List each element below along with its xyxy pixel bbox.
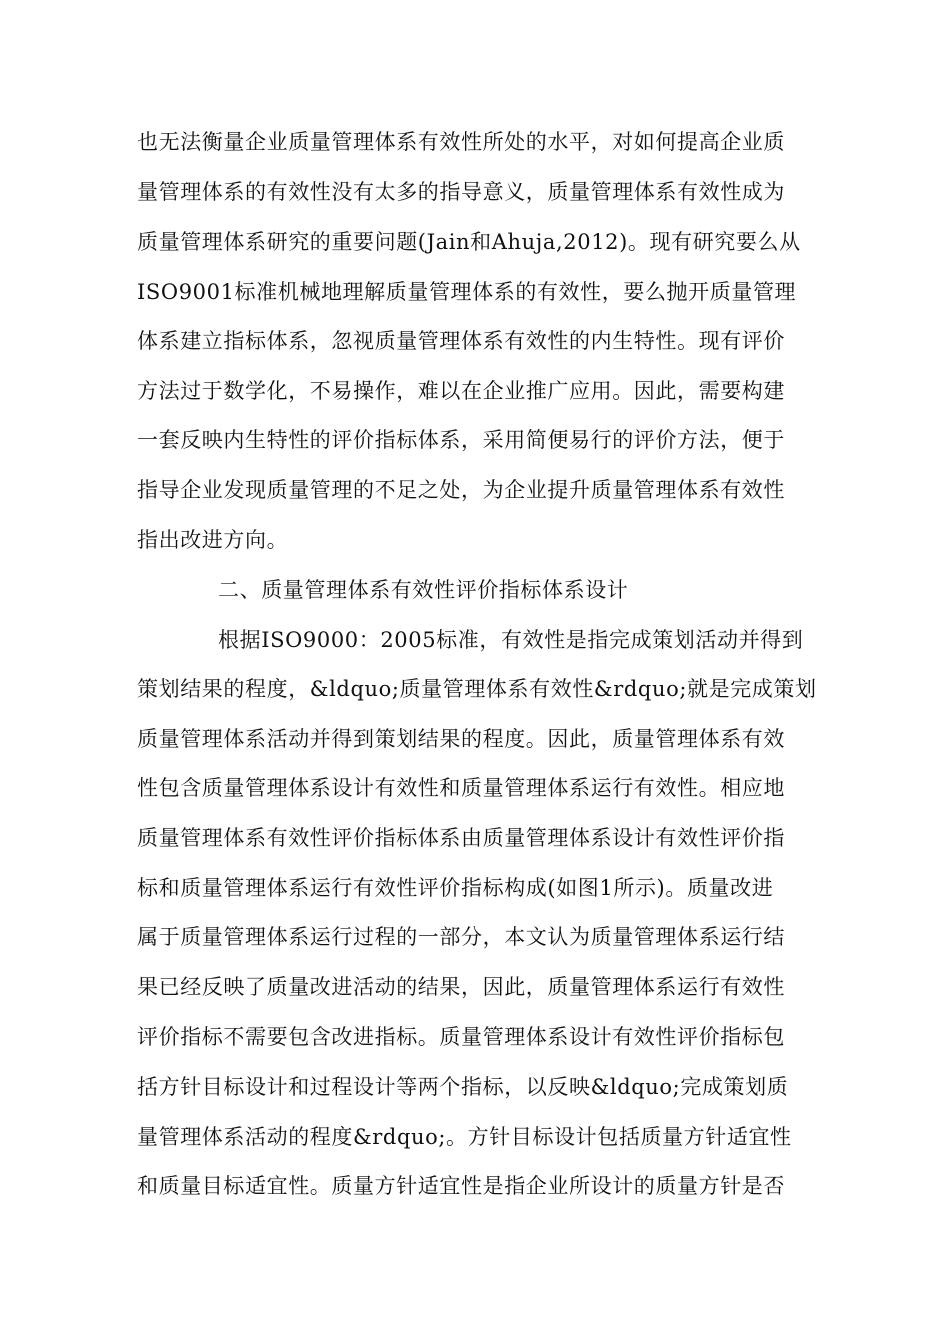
paragraph-line: 一套反映内生特性的评价指标体系，采用简便易行的评价方法，便于 — [137, 428, 785, 452]
paragraph-line: 属于质量管理体系运行过程的一部分，本文认为质量管理体系运行结 — [137, 925, 785, 949]
paragraph-line: 标和质量管理体系运行有效性评价指标构成(如图1所示)。质量改进 — [137, 876, 774, 900]
paragraph-line: ISO9001标准机械地理解质量管理体系的有效性，要么抛开质量管理 — [137, 280, 797, 304]
paragraph-line: 根据ISO9000：2005标准，有效性是指完成策划活动并得到 — [218, 628, 804, 652]
paragraph-line: 体系建立指标体系，忽视质量管理体系有效性的内生特性。现有评价 — [137, 329, 785, 353]
paragraph-line: 质量管理体系有效性评价指标体系由质量管理体系设计有效性评价指 — [137, 826, 785, 850]
paragraph-line: 指导企业发现质量管理的不足之处，为企业提升质量管理体系有效性 — [137, 478, 785, 502]
paragraph-line: 评价指标不需要包含改进指标。质量管理体系设计有效性评价指标包 — [137, 1025, 785, 1049]
paragraph-line: 果已经反映了质量改进活动的结果，因此，质量管理体系运行有效性 — [137, 975, 785, 999]
paragraph-line: 质量管理体系研究的重要问题(Jain和Ahuja,2012)。现有研究要么从 — [137, 230, 801, 254]
paragraph-line: 也无法衡量企业质量管理体系有效性所处的水平，对如何提高企业质 — [137, 130, 785, 154]
paragraph-line: 策划结果的程度，&ldquo;质量管理体系有效性&rdquo;就是完成策划 — [137, 677, 817, 701]
paragraph-line: 和质量目标适宜性。质量方针适宜性是指企业所设计的质量方针是否 — [137, 1174, 785, 1198]
paragraph-line: 括方针目标设计和过程设计等两个指标，以反映&ldquo;完成策划质 — [137, 1075, 789, 1099]
section-heading: 二、质量管理体系有效性评价指标体系设计 — [218, 578, 629, 602]
paragraph-line: 量管理体系的有效性没有太多的指导意义，质量管理体系有效性成为 — [137, 180, 785, 204]
paragraph-line: 质量管理体系活动并得到策划结果的程度。因此，质量管理体系有效 — [137, 727, 785, 751]
paragraph-line: 量管理体系活动的程度&rdquo;。方针目标设计包括质量方针适宜性 — [137, 1125, 792, 1149]
paragraph-line: 指出改进方向。 — [137, 528, 289, 552]
paragraph-line: 方法过于数学化，不易操作，难以在企业推广应用。因此，需要构建 — [137, 379, 785, 403]
paragraph-line: 性包含质量管理体系设计有效性和质量管理体系运行有效性。相应地 — [137, 776, 785, 800]
